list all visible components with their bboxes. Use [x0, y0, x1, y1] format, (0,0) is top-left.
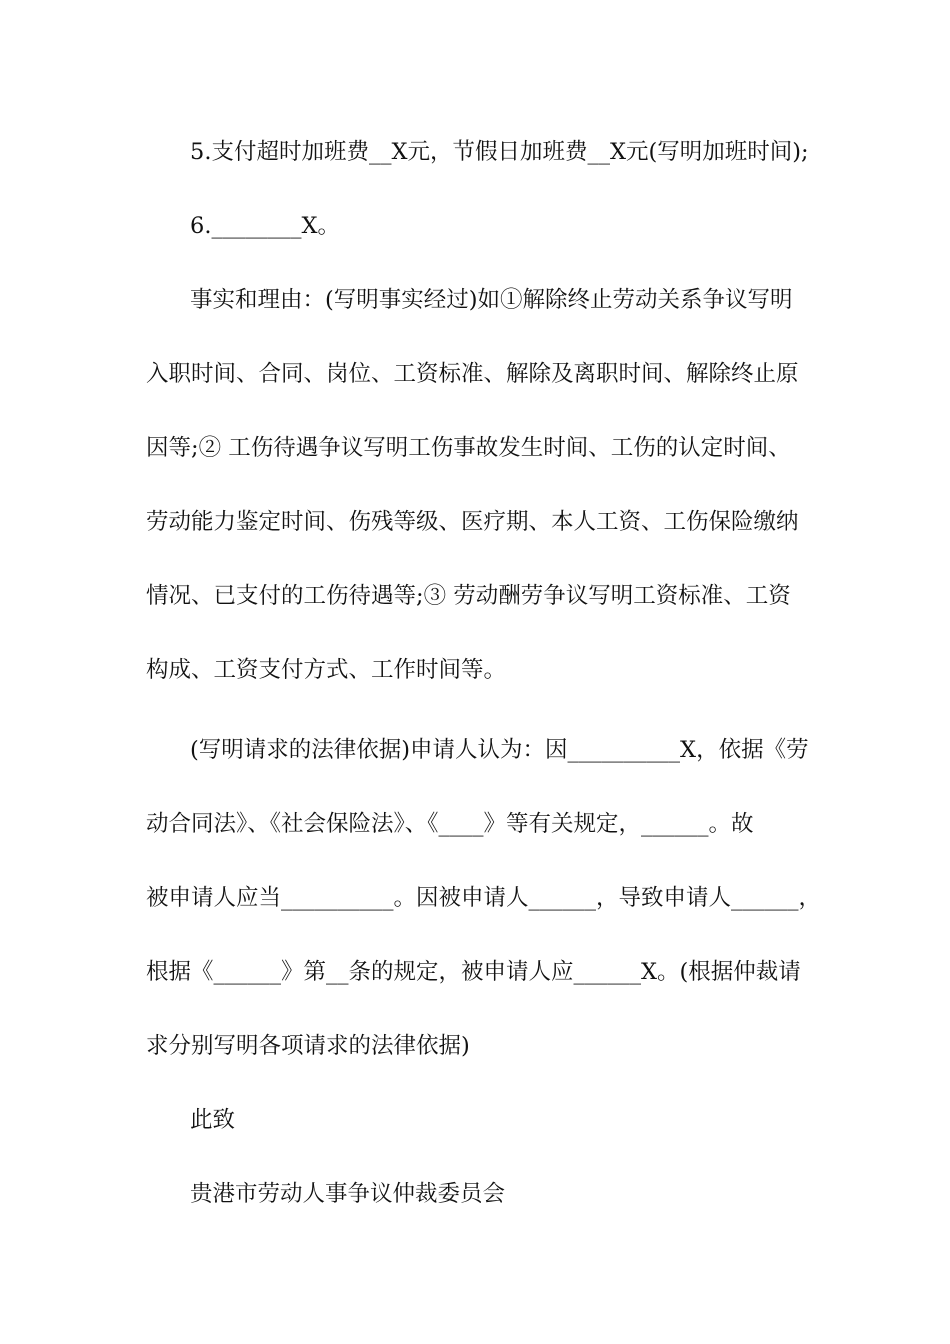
facts-line-4: 劳动能力鉴定时间、伤残等级、医疗期、本人工资、工伤保险缴纳	[146, 509, 799, 535]
claim-item-5: 5.支付超时加班费__X元，节假日加班费__X元(写明加班时间);	[190, 139, 809, 165]
legal-basis-line-2: 动合同法》、《社会保险法》、《____》等有关规定，______。故	[146, 811, 754, 837]
recipient-committee: 贵港市劳动人事争议仲裁委员会	[190, 1181, 506, 1207]
facts-line-5: 情况、已支付的工伤待遇等;③ 劳动酬劳争议写明工资标准、工资	[146, 583, 791, 609]
salutation: 此致	[190, 1107, 236, 1133]
claim-item-6: 6.________X。	[190, 213, 340, 239]
facts-line-2: 入职时间、合同、岗位、工资标准、解除及离职时间、解除终止原	[146, 361, 799, 387]
legal-basis-line-4: 根据《______》第__条的规定，被申请人应______X。(根据仲裁请	[146, 959, 801, 985]
facts-heading-line: 事实和理由：(写明事实经过)如①解除终止劳动关系争议写明	[190, 287, 793, 313]
facts-line-6: 构成、工资支付方式、工作时间等。	[146, 657, 507, 683]
legal-basis-line-5: 求分别写明各项请求的法律依据)	[146, 1033, 470, 1059]
facts-line-3: 因等;② 工伤待遇争议写明工伤事故发生时间、工伤的认定时间、	[146, 435, 791, 461]
legal-basis-line-1: (写明请求的法律依据)申请人认为：因__________X，依据《劳	[190, 737, 809, 763]
legal-basis-line-3: 被申请人应当__________。因被申请人______，导致申请人______，	[146, 885, 822, 911]
